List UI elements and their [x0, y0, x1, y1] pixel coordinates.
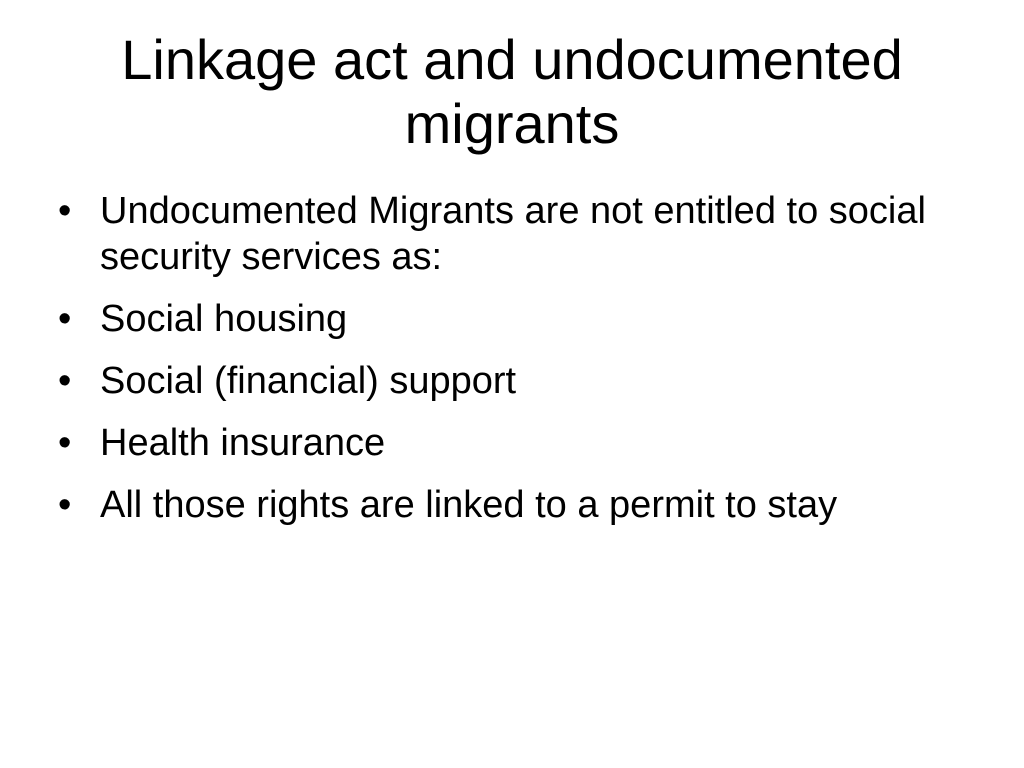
bullet-text: Social housing: [100, 298, 348, 340]
bullet-list: [54, 188, 974, 544]
bullet-text: All those rights are linked to a permit to stay: [100, 484, 838, 526]
bullet-text: Undocumented Migrants are not entitled to social security services as:: [100, 190, 926, 278]
bullet-item: [54, 482, 974, 528]
bullet-item: [54, 420, 974, 466]
bullet-marker: •: [58, 484, 72, 526]
slide-title: Linkage act and undocumented migrants: [121, 28, 903, 155]
bullet-marker: •: [58, 360, 72, 402]
bullet-item: [54, 188, 974, 280]
bullet-item: [54, 358, 974, 404]
bullet-text: Social (financial) support: [100, 360, 517, 402]
bullet-item: [54, 296, 974, 342]
bullet-marker: •: [58, 422, 72, 464]
bullet-marker: •: [58, 298, 72, 340]
bullet-text: Health insurance: [100, 422, 386, 464]
bullet-marker: •: [58, 190, 72, 232]
